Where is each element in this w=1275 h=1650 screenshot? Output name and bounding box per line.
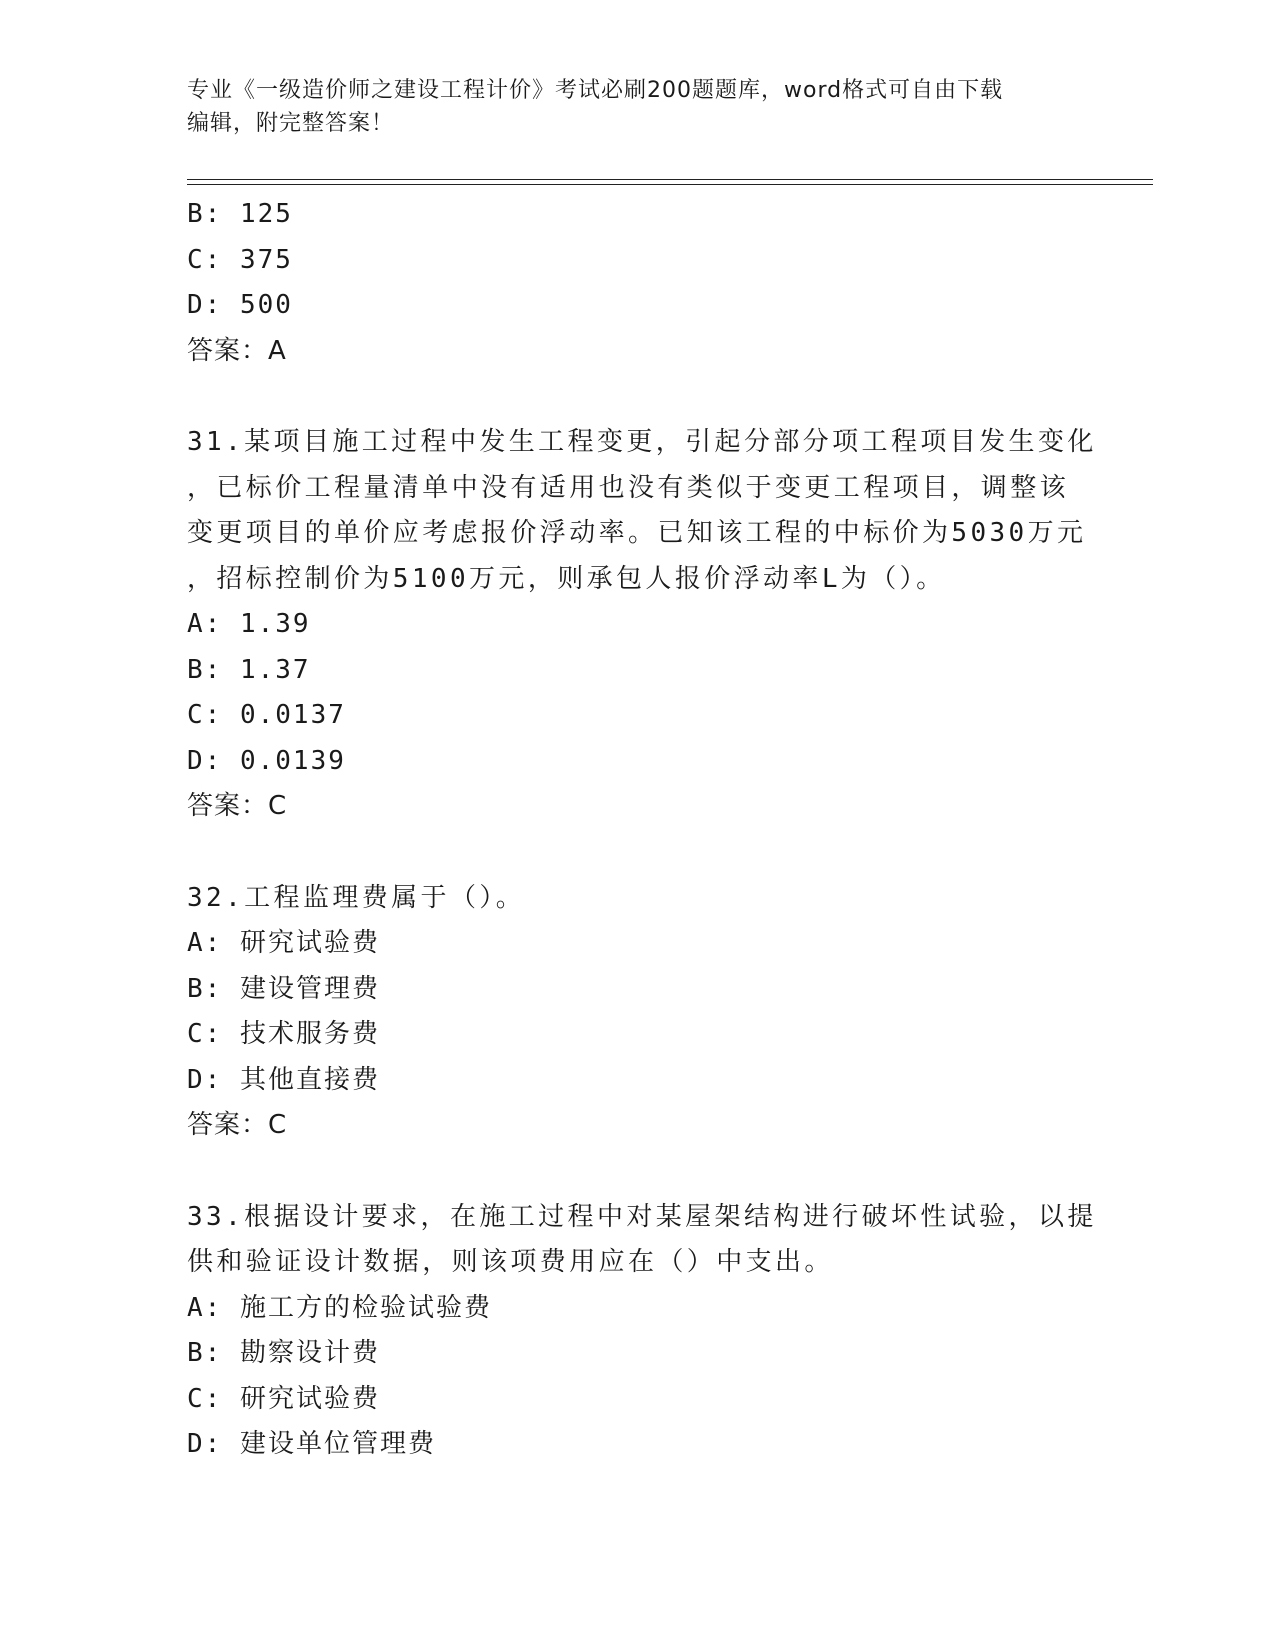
answer-line: 答案：C (187, 1110, 288, 1140)
header-line-1: 专业《一级造价师之建设工程计价》考试必刷200题题库，word格式可自由下载 (187, 78, 1004, 103)
question-stem (187, 876, 1087, 922)
option-c: C: 技术服务费 (187, 1019, 380, 1049)
option-c: C: 375 (187, 244, 293, 275)
option-d: D: 0.0139 (187, 745, 346, 776)
page-header (187, 74, 1067, 140)
option-b: B: 勘察设计费 (187, 1338, 380, 1368)
header-rule-bottom (187, 184, 1153, 185)
answer-line: 答案：A (187, 335, 287, 366)
option-d: D: 500 (187, 290, 293, 320)
question-block-31 (187, 420, 1097, 830)
option-c: C: 0.0137 (187, 700, 346, 730)
question-stem (187, 1195, 1097, 1286)
question-stem (187, 420, 1097, 602)
stem-line: ，已标价工程量清单中没有适用也没有类似于变更工程项目，调整该 (187, 472, 1070, 503)
option-d: D: 建设单位管理费 (187, 1429, 436, 1459)
option-b: B: 建设管理费 (187, 973, 380, 1004)
stem-line: 变更项目的单价应考虑报价浮动率。已知该工程的中标价为5030万元 (187, 518, 1087, 548)
spacer (187, 374, 1087, 420)
answer-line: 答案：C (187, 791, 288, 821)
spacer (187, 830, 1087, 876)
question-content (187, 192, 1097, 1468)
option-c: C: 研究试验费 (187, 1383, 380, 1414)
header-line-2: 编辑，附完整答案！ (187, 111, 395, 136)
question-block-30-tail (187, 192, 1087, 374)
stem-line: 33.根据设计要求，在施工过程中对某屋架结构进行破坏性试验，以提 (187, 1201, 1097, 1232)
option-a: A: 1.39 (187, 609, 311, 639)
stem-line: 32.工程监理费属于（）。 (187, 882, 526, 913)
option-b: B: 125 (187, 199, 293, 229)
question-block-33 (187, 1195, 1097, 1468)
question-block-32 (187, 876, 1087, 1149)
header-rule-top (187, 179, 1153, 180)
stem-line: ，招标控制价为5100万元，则承包人报价浮动率L为（）。 (187, 563, 946, 594)
option-a: A: 研究试验费 (187, 928, 380, 958)
option-a: A: 施工方的检验试验费 (187, 1292, 492, 1323)
option-d: D: 其他直接费 (187, 1064, 380, 1095)
stem-line: 供和验证设计数据，则该项费用应在（）中支出。 (187, 1247, 834, 1277)
stem-line: 31.某项目施工过程中发生工程变更，引起分部分项工程项目发生变化 (187, 427, 1097, 457)
option-b: B: 1.37 (187, 654, 311, 685)
spacer (187, 1149, 1087, 1195)
